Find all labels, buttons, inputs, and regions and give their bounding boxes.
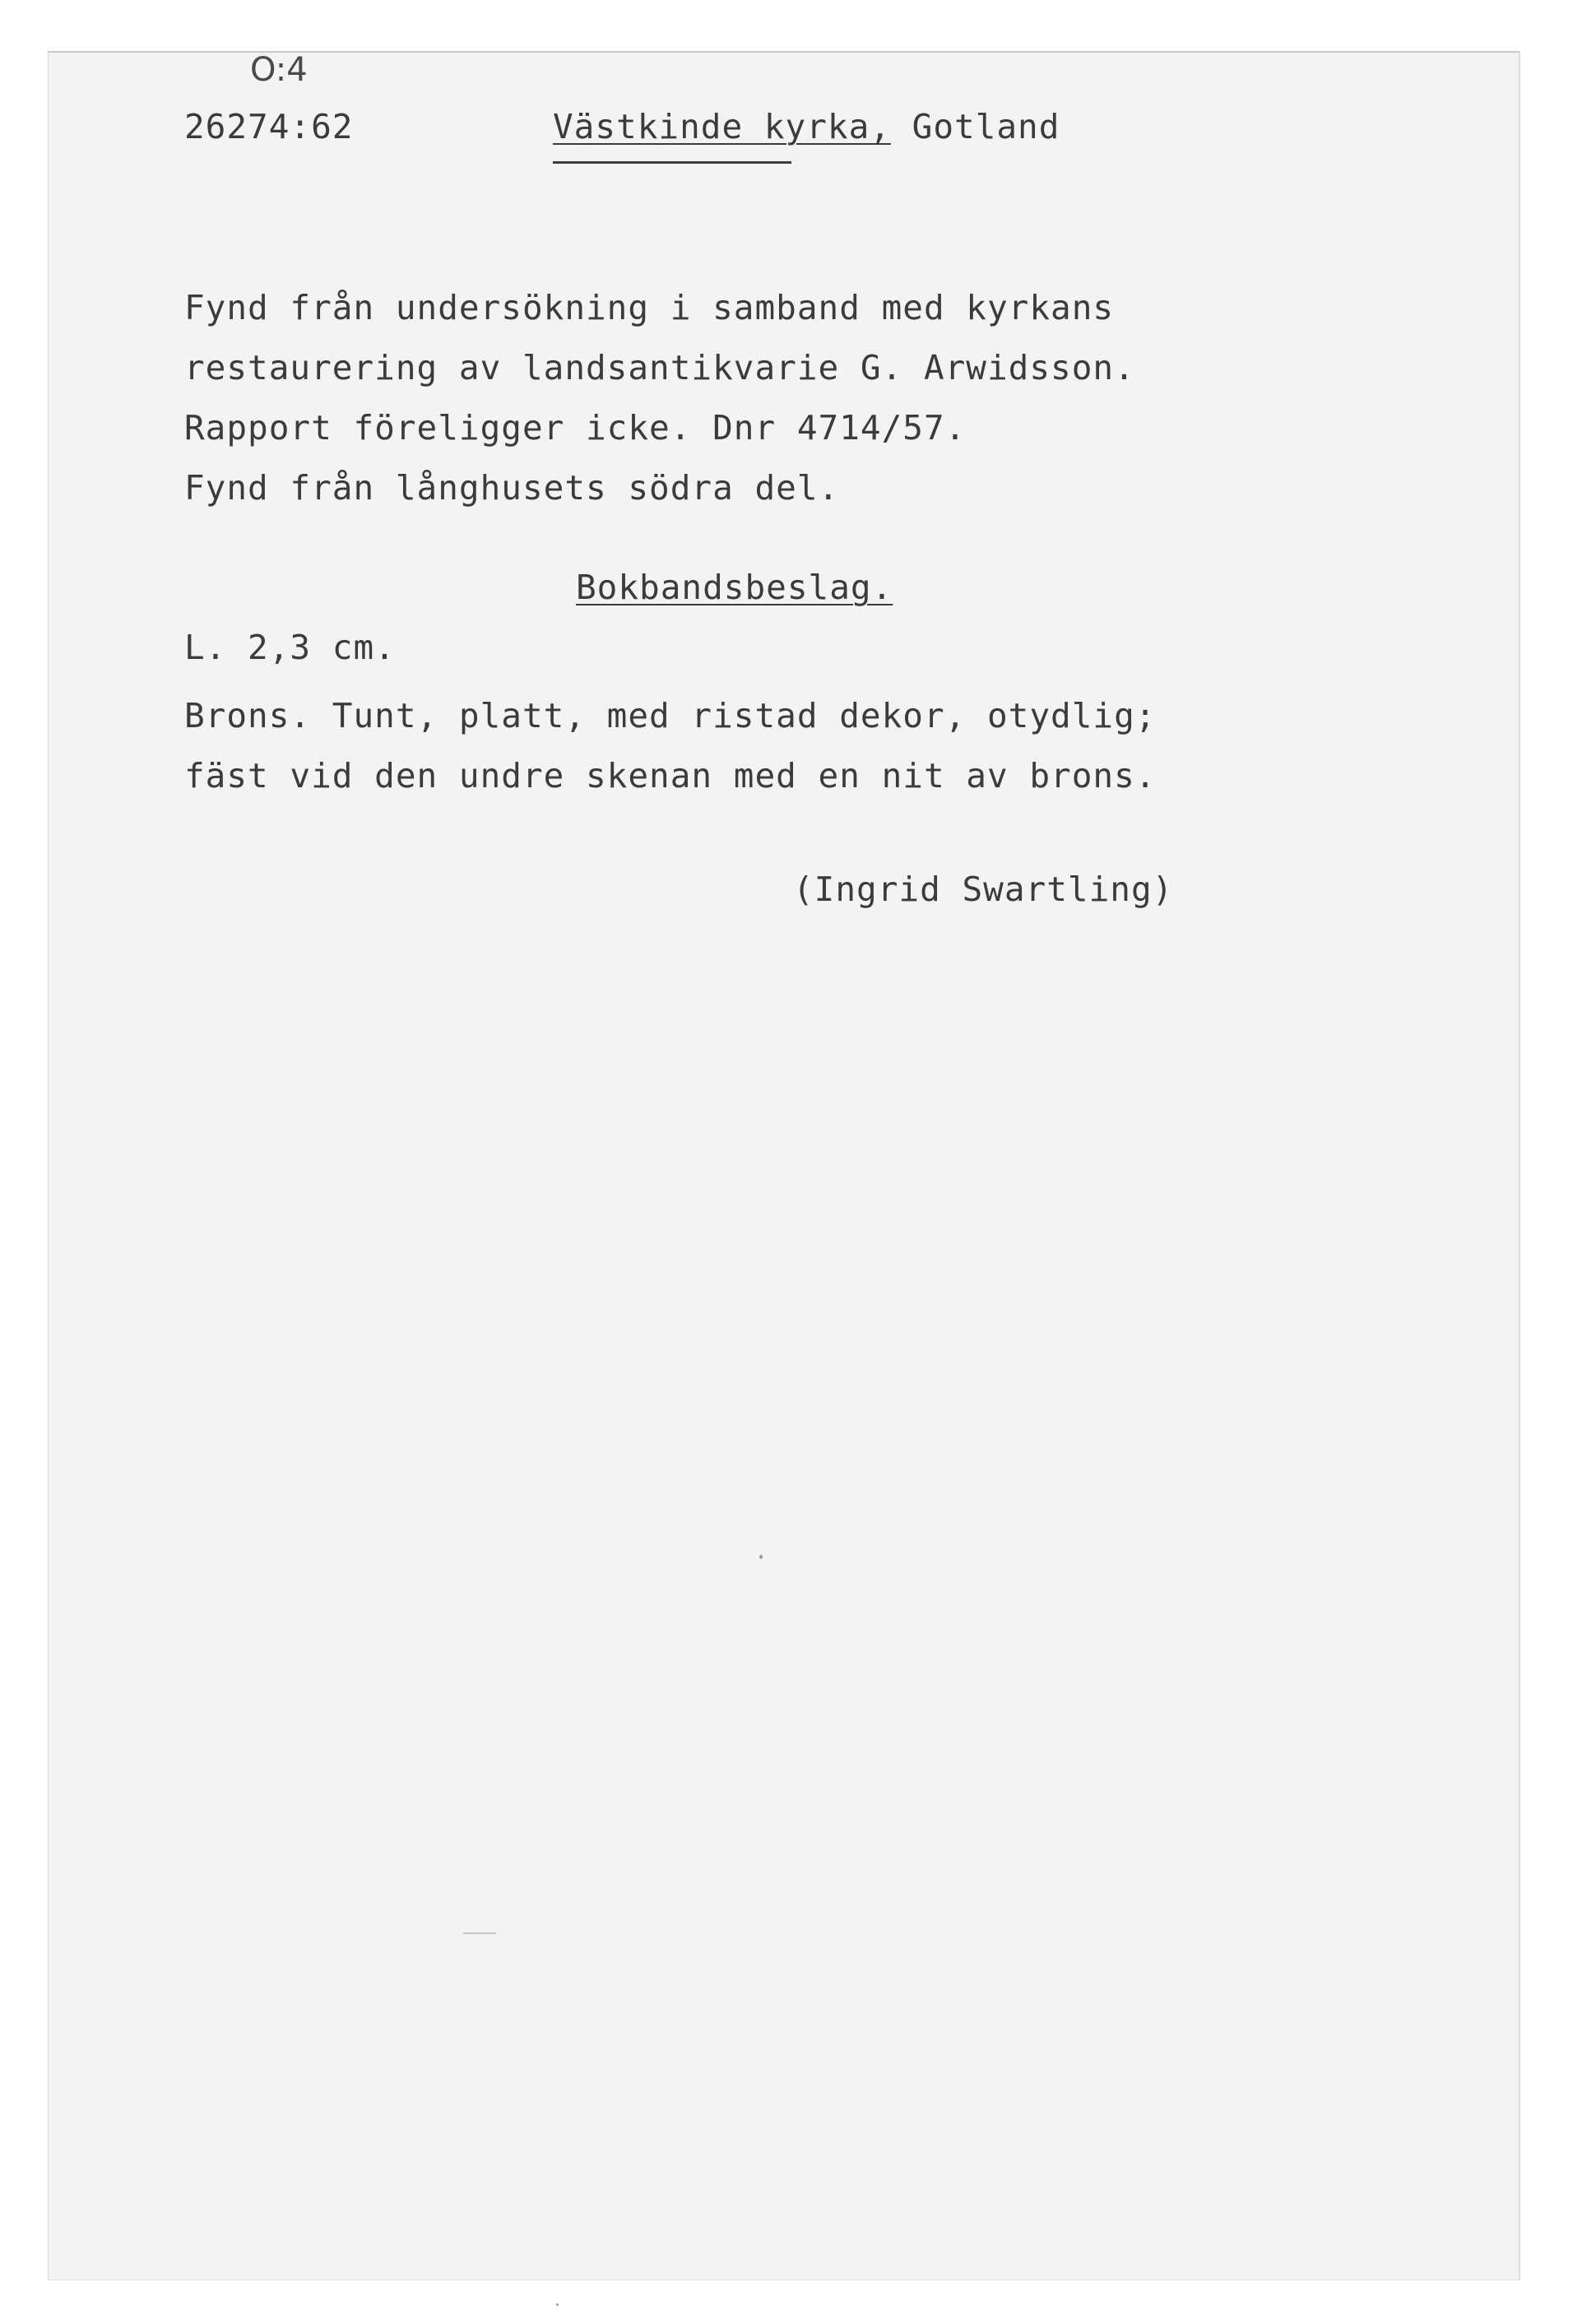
paper-speck [759, 1555, 763, 1559]
catalog-number: 26274:62 [184, 107, 354, 146]
description-line: fäst vid den undre skenan med en nit av brons. [184, 756, 1157, 796]
paper-speck [556, 2303, 559, 2306]
author-signature: (Ingrid Swartling) [793, 870, 1174, 909]
handwritten-note: O:4 [250, 51, 308, 89]
church-name: Västkinde kyrka, [553, 107, 891, 146]
paper-smudge [463, 1932, 496, 1934]
paragraph-line: Fynd från undersökning i samband med kyrkans [184, 288, 1115, 327]
paragraph-line: restaurering av landsantikvarie G. Arwidsson. [184, 348, 1135, 387]
paragraph-line: Rapport föreligger icke. Dnr 4714/57. [184, 408, 967, 448]
paragraph-line: Fynd från långhusets södra del. [184, 468, 840, 508]
description-line: L. 2,3 cm. [184, 628, 396, 667]
location-line [553, 107, 1060, 146]
region-name: Gotland [890, 107, 1060, 146]
description-line: Brons. Tunt, platt, med ristad dekor, otydlig; [184, 696, 1157, 735]
item-heading: Bokbandsbeslag. [576, 568, 893, 607]
title-rule [553, 161, 791, 164]
